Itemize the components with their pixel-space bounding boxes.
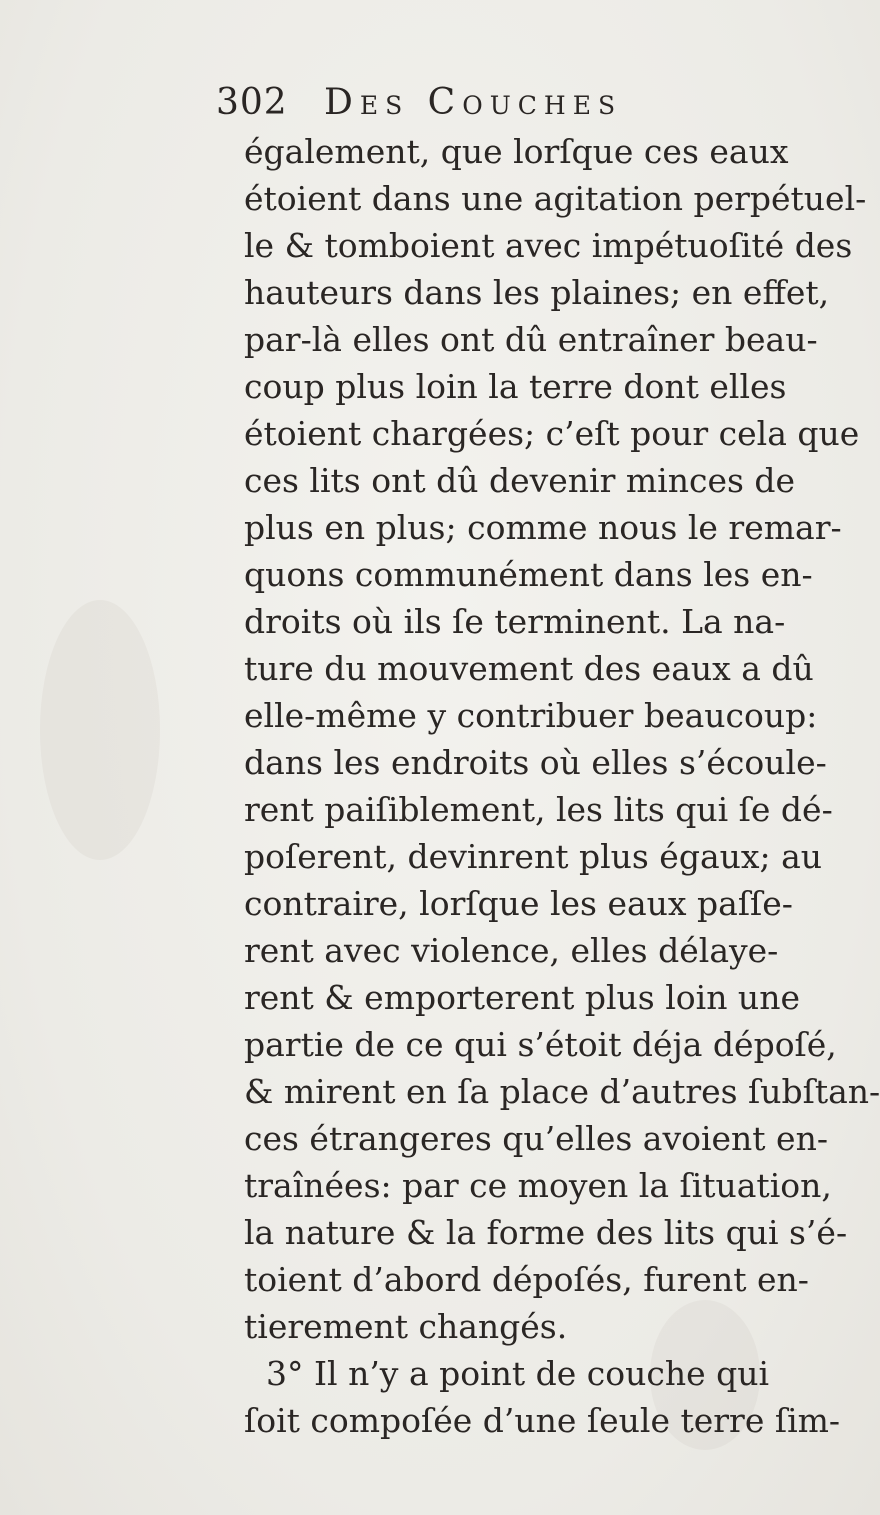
text-line: & mirent en ſa place d’autres ſubſtan- [244, 1072, 880, 1111]
text-line: ces étrangeres qu’elles avoient en- [244, 1119, 828, 1158]
text-line: ces lits ont dû devenir minces de [244, 461, 796, 500]
text-line: toient d’abord dépoſés, furent en- [244, 1260, 809, 1299]
text-line: quons communément dans les en- [244, 555, 813, 594]
text-line: étoient dans une agitation perpétuel- [244, 179, 867, 218]
paper-stain [40, 600, 160, 860]
text-line: la nature & la forme des lits qui s’é- [244, 1213, 848, 1252]
text-line: poſerent, devinrent plus égaux; au [244, 837, 823, 876]
text-line: contraire, lorſque les eaux paſſe- [244, 884, 793, 923]
body-text [244, 128, 880, 1444]
text-line: ſoit compoſée d’une ſeule terre ſim- [244, 1401, 841, 1440]
text-line: partie de ce qui s’étoit déja dépoſé, [244, 1025, 837, 1064]
running-title: Des Couches [324, 82, 623, 123]
text-line: le & tomboient avec impétuoſité des [244, 226, 853, 265]
text-line: traînées: par ce moyen la ſituation, [244, 1166, 832, 1205]
running-head [216, 78, 696, 128]
text-line: dans les endroits où elles s’écoule- [244, 743, 827, 782]
text-line: rent avec violence, elles délaye- [244, 931, 779, 970]
text-line: 3° Il n’y a point de couche qui [266, 1354, 770, 1393]
text-line: tierement changés. [244, 1307, 568, 1346]
text-line: coup plus loin la terre dont elles [244, 367, 787, 406]
text-line: plus en plus; comme nous le remar- [244, 508, 842, 547]
text-line: droits où ils ſe terminent. La na- [244, 602, 786, 641]
text-line: étoient chargées; c’eſt pour cela que [244, 414, 860, 453]
text-line: rent & emporterent plus loin une [244, 978, 800, 1017]
page-number: 302 [216, 82, 288, 123]
text-line: par-là elles ont dû entraîner beau- [244, 320, 818, 359]
text-line: hauteurs dans les plaines; en effet, [244, 273, 830, 312]
text-line: également, que lorſque ces eaux [244, 132, 789, 171]
text-line: ture du mouvement des eaux a dû [244, 649, 814, 688]
text-line: elle-même y contribuer beaucoup: [244, 696, 818, 735]
text-line: rent paiſiblement, les lits qui ſe dé- [244, 790, 833, 829]
